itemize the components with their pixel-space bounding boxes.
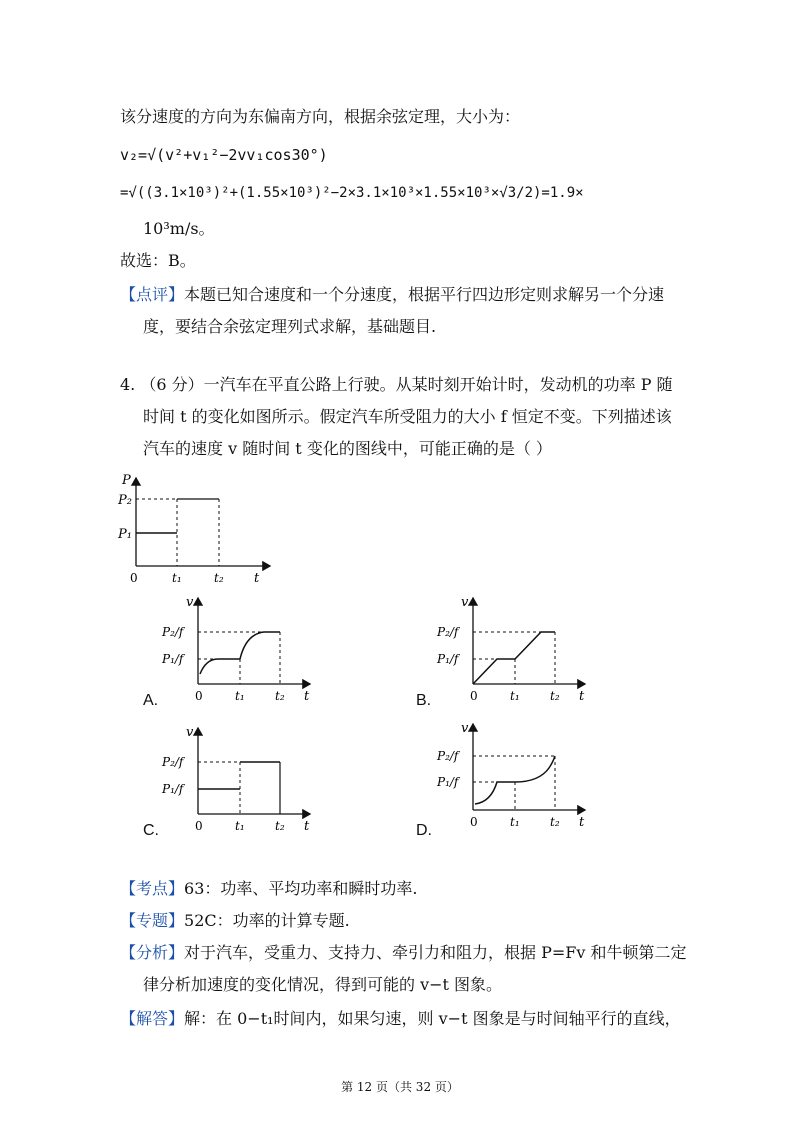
jieda-text: 解：在 0−t₁时间内，如果匀速，则 v−t 图象是与时间轴平行的直线， bbox=[184, 1009, 681, 1028]
option-b-graph bbox=[435, 592, 595, 707]
label-t1: t₁ bbox=[510, 815, 520, 829]
axis-label-p: P bbox=[122, 473, 131, 488]
label-p2-f: P₂/f bbox=[437, 625, 459, 639]
label-p2-f: P₂/f bbox=[162, 625, 184, 639]
answer-choice: 故选：B。 bbox=[120, 251, 196, 270]
solution-text-line: 该分速度的方向为东偏南方向，根据余弦定理，大小为： bbox=[120, 107, 521, 126]
axis-label-v: v bbox=[461, 595, 469, 610]
label-t2: t₂ bbox=[214, 571, 224, 585]
axis-label-v: v bbox=[186, 595, 194, 610]
axis-label-t: t bbox=[579, 815, 585, 830]
zhuanti-text: 52C：功率的计算专题. bbox=[184, 911, 350, 930]
zhuanti-tag: 【专题】 bbox=[120, 911, 185, 930]
option-b-label: B. bbox=[416, 692, 432, 709]
comment-text: 本题已知合速度和一个分速度，根据平行四边形定则求解另一个分速 bbox=[184, 285, 665, 304]
power-time-graph bbox=[110, 470, 280, 590]
question-line: 汽车的速度 v 随时间 t 变化的图线中，可能正确的是（ ） bbox=[143, 439, 552, 458]
option-a-graph bbox=[160, 592, 320, 707]
axis-label-t: t bbox=[304, 689, 310, 704]
question-line: 4. （6 分）一汽车在平直公路上行驶。从某时刻开始计时，发动机的功率 P 随 bbox=[120, 375, 673, 394]
axis-label-t: t bbox=[304, 819, 310, 834]
kaodian-tag: 【考点】 bbox=[120, 879, 185, 898]
formula-v2: v₂=√(v²+v₁²−2vv₁cos30°) bbox=[120, 146, 328, 164]
origin-label: 0 bbox=[195, 689, 203, 703]
option-d-graph bbox=[435, 718, 595, 833]
fenxi-tag: 【分析】 bbox=[120, 943, 185, 962]
label-p2-f: P₂/f bbox=[162, 755, 184, 769]
label-p1: P₁ bbox=[118, 527, 132, 542]
label-p2: P₂ bbox=[118, 493, 132, 508]
origin-label: 0 bbox=[130, 571, 138, 585]
origin-label: 0 bbox=[470, 815, 478, 829]
label-p1-f: P₁/f bbox=[437, 775, 459, 789]
label-p2-f: P₂/f bbox=[437, 749, 459, 763]
jieda-tag: 【解答】 bbox=[120, 1009, 185, 1028]
axis-label-v: v bbox=[461, 721, 469, 736]
option-d-label: D. bbox=[416, 822, 432, 839]
option-c-label: C. bbox=[143, 822, 159, 839]
option-c-graph bbox=[160, 722, 320, 837]
label-p1-f: P₁/f bbox=[437, 652, 459, 666]
axis-label-t: t bbox=[579, 689, 585, 704]
label-p1-f: P₁/f bbox=[162, 652, 184, 666]
comment-text-cont: 度，要结合余弦定理列式求解，基础题目. bbox=[143, 317, 437, 336]
formula-result: 10³m/s。 bbox=[143, 219, 215, 238]
axis-label-v: v bbox=[186, 725, 194, 740]
label-t2: t₂ bbox=[550, 689, 560, 703]
comment-tag: 【点评】 bbox=[120, 285, 185, 304]
option-a-label: A. bbox=[143, 692, 159, 709]
axis-label-t: t bbox=[254, 571, 260, 586]
origin-label: 0 bbox=[470, 689, 478, 703]
label-t1: t₁ bbox=[510, 689, 520, 703]
label-t1: t₁ bbox=[172, 571, 182, 585]
label-t1: t₁ bbox=[235, 689, 245, 703]
label-t2: t₂ bbox=[550, 815, 560, 829]
label-t2: t₂ bbox=[275, 819, 285, 833]
label-t2: t₂ bbox=[275, 689, 285, 703]
question-line: 时间 t 的变化如图所示。假定汽车所受阻力的大小 f 恒定不变。下列描述该 bbox=[143, 407, 672, 426]
formula-calculation: =√((3.1×10³)²+(1.55×10³)²−2×3.1×10³×1.55×10³×√3/2)=1.9× bbox=[120, 185, 584, 201]
kaodian-text: 63：功率、平均功率和瞬时功率. bbox=[184, 879, 418, 898]
page-footer: 第 12 页（共 32 页） bbox=[341, 1080, 459, 1094]
origin-label: 0 bbox=[195, 819, 203, 833]
label-p1-f: P₁/f bbox=[162, 782, 184, 796]
label-t1: t₁ bbox=[235, 819, 245, 833]
fenxi-text: 对于汽车，受重力、支持力、牵引力和阻力，根据 P=Fv 和牛顿第二定 bbox=[184, 943, 687, 962]
fenxi-text-cont: 律分析加速度的变化情况，得到可能的 v−t 图象。 bbox=[143, 975, 503, 994]
